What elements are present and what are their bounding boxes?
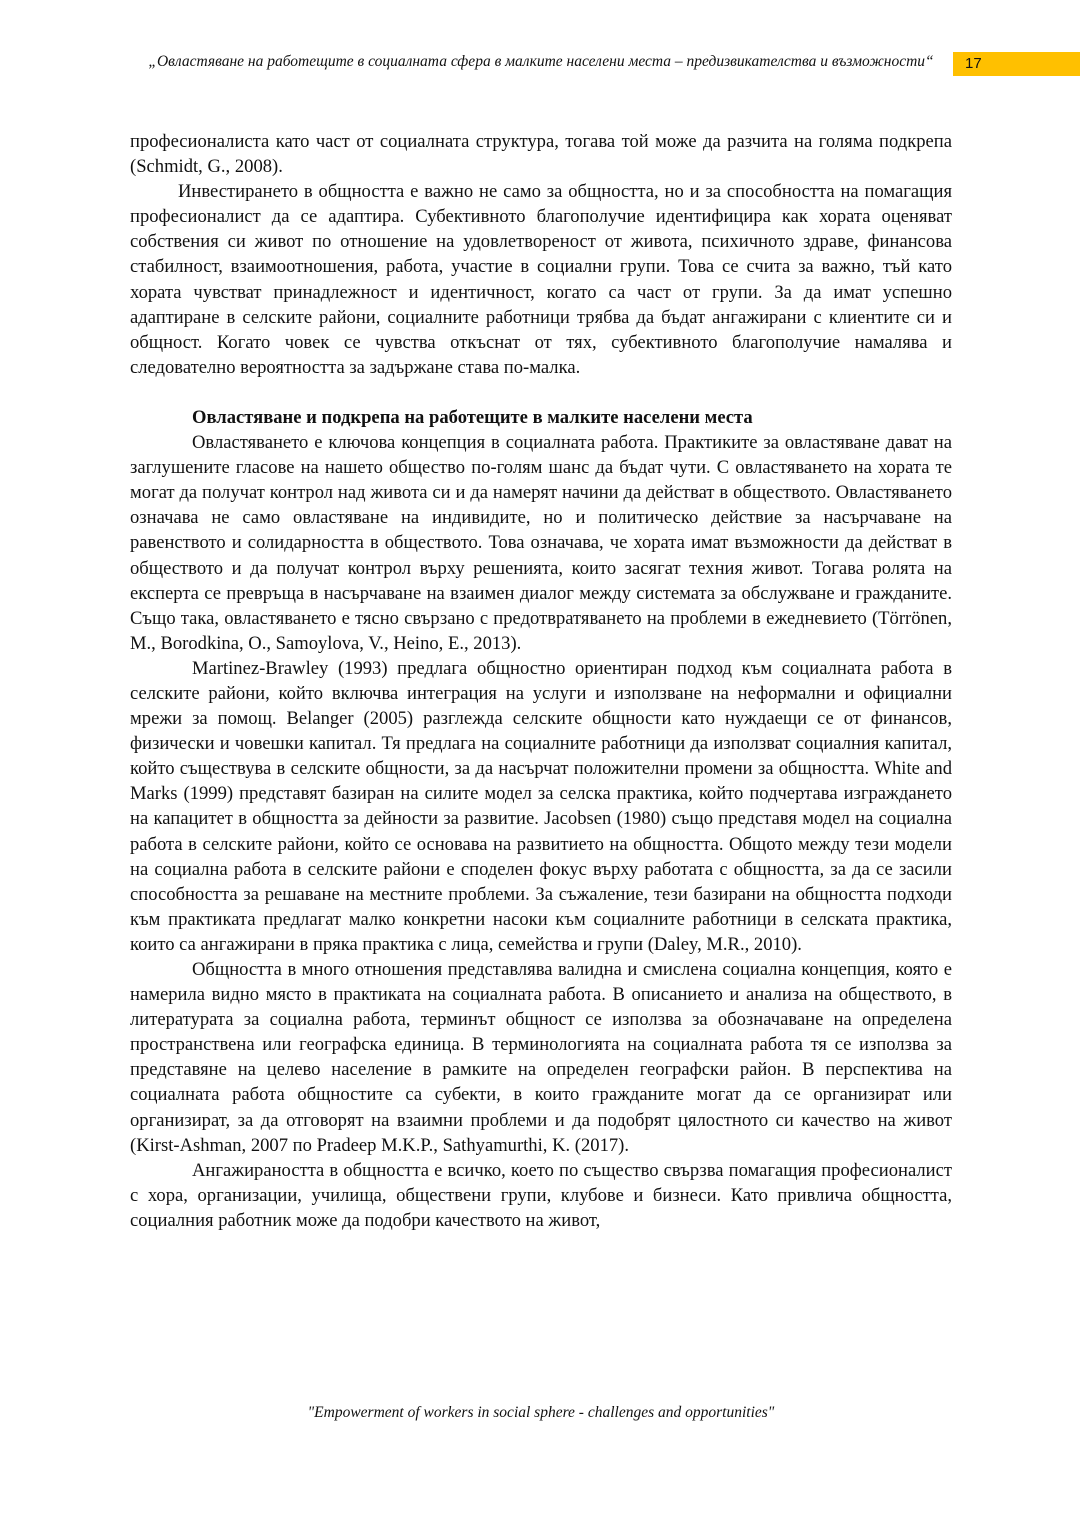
paragraph-2: Инвестирането в общността е важно не само за общността, но и за способността на помагащия професионалист да се адаптира. Субективното благополучие идентифицира как хората оценяват собствения си живот по отношение на удовлетвореност от живота, психичното здраве, финансова стабилност, взаимоотношения, работа, участие в социални групи. Това се счита за важно, тъй като хората чувстват принадлежност и идентичност, когато са част от групи. За да имат успешно адаптиране в селските райони, социалните работници трябва да бъдат ангажирани с клиентите си и общност. Когато човек се чувства откъснат от тях, субективното благополучие намалява и следователно вероятността за задържане става по-малка. xyxy=(130,181,952,378)
running-header-title: „Овластяване на работещите в социалната сфера в малките населени места – предизвикателства и възможности“ xyxy=(148,53,934,70)
section-heading: Овластяване и подкрепа на работещите в малките населени места xyxy=(192,406,753,428)
article-body xyxy=(130,129,952,1233)
paragraph-5: Общността в много отношения представлява валидна и смислена социална концепция, която е намерила видно място в практиката на социалната работа. В описанието и анализа на обществото, в литературата за социална работа, терминът общност се използва за обозначаване на определена пространствена или географска единица. В терминологията на социалната работа тя се използва за представяне на целево население в рамките на определен географски район. В перспектива на социалната работа общностите са субекти, в които гражданите могат да се организират или организират, за да отговорят на взаимни проблеми и да подобрят цялостното си качество на живот (Kirst-Ashman, 2007 по Pradeep M.K.P., Sathyamurthi, K. (2017). xyxy=(130,959,952,1156)
paragraph-6: Ангажираността в общността е всичко, което по същество свързва помагащия професионалист с хора, организации, училища, обществени групи, клубове и бизнеси. Като привлича общността, социалния работник може да подобри качеството на живот, xyxy=(130,1159,952,1231)
paragraph-3: Овластяването е ключова концепция в социалната работа. Практиките за овластяване дават на заглушените гласове на нашето общество по-голям шанс да бъдат чути. С овластяването на хората те могат да получат контрол над живота си и да намерят начини да действат в обществото. Овластяването означава не само овластяване на индивидите, но и политическо действие за насърчаване на равенството и солидарността в обществото. Това означава, че хората имат възможности да действат в обществото и да получат контрол върху решенията, които засягат техния живот. Тогава ролята на експерта се превръща в насърчаване на взаимен диалог между системата за обслужване и гражданите. Също така, овластяването е тясно свързано с предотвратяването на проблеми в ежедневието (Törrönen, M., Borodkina, O., Samoylova, V., Heino, E., 2013). xyxy=(130,432,952,654)
page-number-badge xyxy=(953,52,1080,76)
page-number: 17 xyxy=(965,55,982,72)
paragraph-4: Martinez-Brawley (1993) предлага общностно ориентиран подход към социалната работа в селските райони, който включва интеграция на услуги и използване на неформални и официални мрежи за помощ. Belanger (2005) разглежда селските общности като нуждаещи се от финансов, физически и човешки капитал. Тя предлага на социалните работници да използват социалния капитал, който съществува в селските общности, за да насърчат положителни промени за общността. White and Marks (1999) представят базиран на силите модел за селска практика, който подчертава изграждането на капацитет в общността за дейности за развитие. Jacobsen (1980) също представя модел на социална работа в селските райони, който се основава на развитието на общността. Общото между тези модели на социална работа в селските райони е споделен фокус върху работата с общността, за да се засили способността за решаване на местните проблеми. За съжаление, тези базирани на общността подходи към практиката предлагат малко конкретни насоки към социалните работници в селската практика, които са ангажирани в пряка практика с лица, семейства и групи (Daley, M.R., 2010). xyxy=(130,657,952,955)
running-footer-title: "Empowerment of workers in social sphere - challenges and opportunities" xyxy=(307,1404,775,1421)
paragraph-1: професионалиста като част от социалната структура, тогава той може да разчита на голяма подкрепа (Schmidt, G., 2008). xyxy=(130,131,952,178)
spacer xyxy=(130,380,952,405)
